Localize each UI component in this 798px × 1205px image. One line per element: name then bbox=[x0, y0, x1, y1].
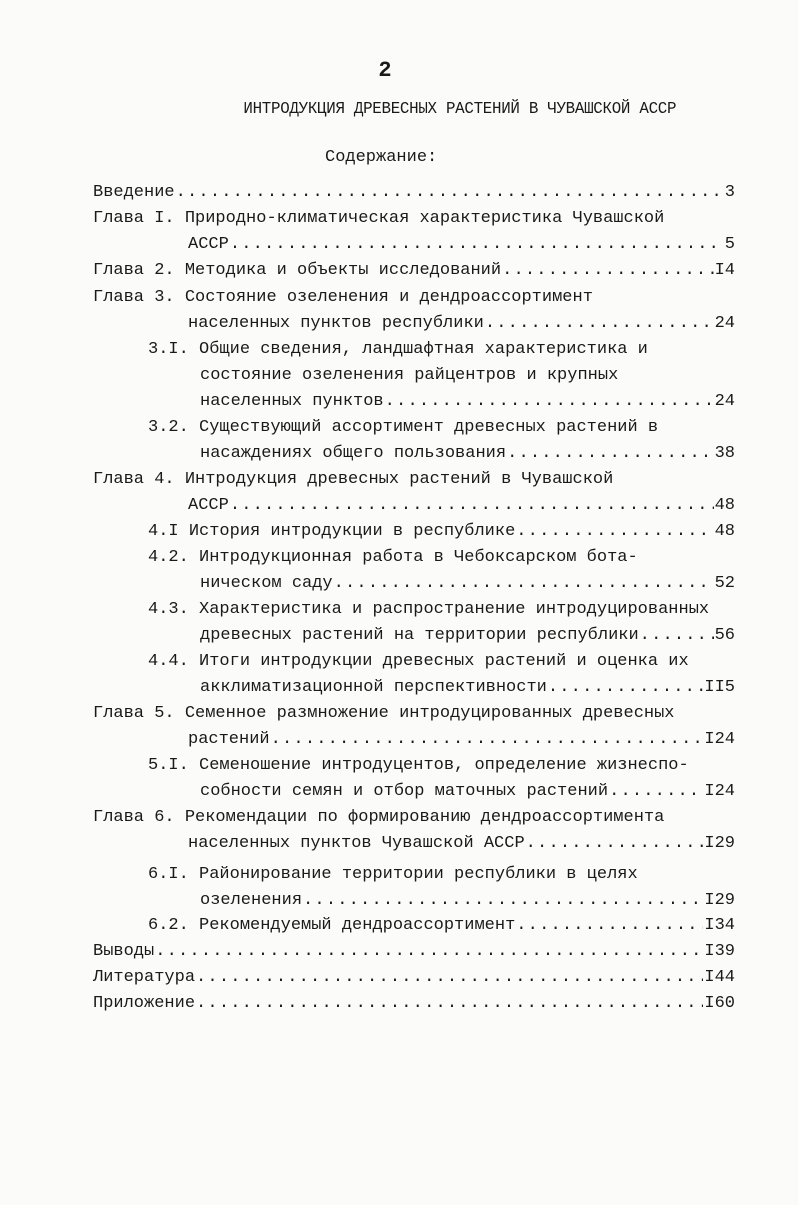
toc-page: I44 bbox=[704, 968, 735, 987]
toc-entry-section-5-1 bbox=[148, 755, 689, 777]
page-title: ИНТРОДУКЦИЯ ДРЕВЕСНЫХ РАСТЕНИЙ В ЧУВАШСКОЙ АССР bbox=[243, 100, 677, 119]
toc-title: растений bbox=[188, 730, 270, 749]
toc-page: I29 bbox=[704, 891, 735, 910]
toc-label: Глава 4. bbox=[93, 470, 175, 489]
toc-page: I4 bbox=[714, 261, 735, 280]
toc-entry-section-4-3-cont bbox=[200, 625, 735, 647]
toc-entry-chapter-6-cont bbox=[188, 833, 735, 855]
toc-entry-section-4-2-cont bbox=[200, 573, 735, 595]
toc-title: населенных пунктов республики bbox=[188, 314, 484, 333]
toc-title: Природно-климатическая характеристика Чувашской bbox=[184, 209, 665, 228]
toc-label: Выводы bbox=[93, 942, 155, 961]
dot-leader bbox=[526, 833, 704, 855]
dot-leader bbox=[640, 625, 714, 647]
toc-entry-section-3-1-cont2 bbox=[200, 391, 735, 413]
dot-leader bbox=[196, 993, 703, 1015]
toc-entry-section-4-4 bbox=[148, 651, 689, 673]
toc-entry-chapter-6 bbox=[93, 807, 664, 829]
page-number: 2 bbox=[378, 58, 392, 83]
toc-title: древесных растений на территории республики bbox=[200, 626, 639, 645]
toc-entry-literature bbox=[93, 967, 735, 989]
toc-entry-section-3-1 bbox=[148, 339, 648, 361]
toc-title: АССР bbox=[188, 496, 229, 515]
dot-leader bbox=[303, 890, 703, 912]
toc-title: Методика и объекты исследований bbox=[184, 261, 502, 280]
toc-page: 48 bbox=[714, 496, 735, 515]
toc-page: I24 bbox=[704, 730, 735, 749]
toc-page: 52 bbox=[714, 574, 735, 593]
toc-title: собности семян и отбор маточных растений bbox=[200, 782, 609, 801]
toc-number: 4.4. bbox=[148, 652, 189, 671]
dot-leader bbox=[609, 781, 703, 803]
toc-entry-intro bbox=[93, 182, 735, 204]
toc-title: Характеристика и распространение интродуцированных bbox=[199, 600, 710, 619]
toc-title: Рекомендуемый дендроассортимент bbox=[199, 916, 516, 935]
toc-page: 24 bbox=[714, 314, 735, 333]
toc-title: ническом саду bbox=[200, 574, 333, 593]
dot-leader bbox=[516, 915, 703, 937]
toc-page: I60 bbox=[704, 994, 735, 1013]
dot-leader bbox=[334, 573, 714, 595]
toc-title: Семенное размножение интродуцированных древесных bbox=[184, 704, 675, 723]
toc-title: Общие сведения, ландшафтная характеристика и bbox=[199, 340, 648, 359]
toc-label: Глава 5. bbox=[93, 704, 175, 723]
contents-heading: Содержание: bbox=[325, 148, 438, 167]
dot-leader bbox=[271, 729, 704, 751]
toc-entry-section-6-2 bbox=[148, 915, 735, 937]
toc-page: 48 bbox=[714, 522, 735, 541]
toc-number: 4.2. bbox=[148, 548, 189, 567]
toc-title: Существующий ассортимент древесных растений в bbox=[199, 418, 659, 437]
toc-entry-section-4-2 bbox=[148, 547, 638, 569]
toc-label: Глава I. bbox=[93, 209, 175, 228]
dot-leader bbox=[502, 260, 714, 282]
toc-page: I34 bbox=[704, 916, 735, 935]
dot-leader bbox=[155, 941, 703, 963]
toc-entry-chapter-3 bbox=[93, 287, 593, 309]
toc-title: озеленения bbox=[200, 891, 303, 910]
toc-page: I24 bbox=[704, 782, 735, 801]
toc-number: 3.I. bbox=[148, 340, 189, 359]
toc-page: 3 bbox=[724, 183, 735, 202]
toc-entry-chapter-5-cont bbox=[188, 729, 735, 751]
toc-number: 4.3. bbox=[148, 600, 189, 619]
toc-label: Приложение bbox=[93, 994, 196, 1013]
toc-entry-chapter-4 bbox=[93, 469, 613, 491]
toc-title: АССР bbox=[188, 235, 229, 254]
toc-entry-section-5-1-cont bbox=[200, 781, 735, 803]
toc-page: 24 bbox=[714, 392, 735, 411]
toc-title: Районирование территории республики в целях bbox=[199, 865, 638, 884]
toc-entry-appendix bbox=[93, 993, 735, 1015]
dot-leader bbox=[176, 182, 724, 204]
toc-title: Интродукция древесных растений в Чувашской bbox=[184, 470, 614, 489]
toc-page: 38 bbox=[714, 444, 735, 463]
toc-title: Итоги интродукции древесных растений и оценка их bbox=[199, 652, 689, 671]
toc-title: История интродукции в республике bbox=[188, 522, 516, 541]
toc-page: II5 bbox=[704, 678, 735, 697]
dot-leader bbox=[230, 234, 724, 256]
toc-page: I39 bbox=[704, 942, 735, 961]
toc-entry-section-6-1 bbox=[148, 864, 638, 886]
toc-title: населенных пунктов Чувашской АССР bbox=[188, 834, 525, 853]
toc-label: Глава 6. bbox=[93, 808, 175, 827]
toc-label: Глава 2. bbox=[93, 261, 175, 280]
toc-entry-section-3-2 bbox=[148, 417, 658, 439]
toc-label: Глава 3. bbox=[93, 288, 175, 307]
toc-entry-chapter-4-cont bbox=[188, 495, 735, 517]
toc-entry-chapter-2 bbox=[93, 260, 735, 282]
toc-entry-conclusions bbox=[93, 941, 735, 963]
toc-title: Состояние озеленения и дендроассортимент bbox=[184, 288, 593, 307]
toc-title: Семеношение интродуцентов, определение жизнеспо- bbox=[199, 756, 689, 775]
dot-leader bbox=[507, 443, 714, 465]
toc-entry-section-4-4-cont bbox=[200, 677, 735, 699]
toc-entry-section-3-1-cont bbox=[200, 365, 618, 387]
toc-entry-chapter-1-cont bbox=[188, 234, 735, 256]
toc-number: 4.I bbox=[148, 522, 179, 541]
dot-leader bbox=[230, 495, 714, 517]
toc-number: 3.2. bbox=[148, 418, 189, 437]
toc-entry-section-3-2-cont bbox=[200, 443, 735, 465]
dot-leader bbox=[516, 521, 713, 543]
toc-title: насаждениях общего пользования bbox=[200, 444, 507, 463]
dot-leader bbox=[548, 677, 704, 699]
toc-label: Введение bbox=[93, 183, 175, 202]
toc-number: 5.I. bbox=[148, 756, 189, 775]
toc-number: 6.I. bbox=[148, 865, 189, 884]
toc-title: акклиматизационной перспективности bbox=[200, 678, 547, 697]
toc-title: населенных пунктов bbox=[200, 392, 384, 411]
toc-page: 5 bbox=[724, 235, 735, 254]
toc-number: 6.2. bbox=[148, 916, 189, 935]
toc-title: Рекомендации по формированию дендроассортимента bbox=[184, 808, 665, 827]
dot-leader bbox=[196, 967, 703, 989]
toc-entry-chapter-3-cont bbox=[188, 313, 735, 335]
dot-leader bbox=[485, 313, 714, 335]
toc-entry-section-4-1 bbox=[148, 521, 735, 543]
toc-label: Литература bbox=[93, 968, 196, 987]
toc-entry-chapter-5 bbox=[93, 703, 675, 725]
toc-page: 56 bbox=[714, 626, 735, 645]
toc-page: I29 bbox=[704, 834, 735, 853]
toc-title: состояние озеленения райцентров и крупных bbox=[200, 366, 619, 385]
toc-entry-section-4-3 bbox=[148, 599, 709, 621]
toc-title: Интродукционная работа в Чебоксарском бота- bbox=[199, 548, 638, 567]
toc-entry-chapter-1 bbox=[93, 208, 664, 230]
toc-entry-section-6-1-cont bbox=[200, 890, 735, 912]
dot-leader bbox=[385, 391, 714, 413]
